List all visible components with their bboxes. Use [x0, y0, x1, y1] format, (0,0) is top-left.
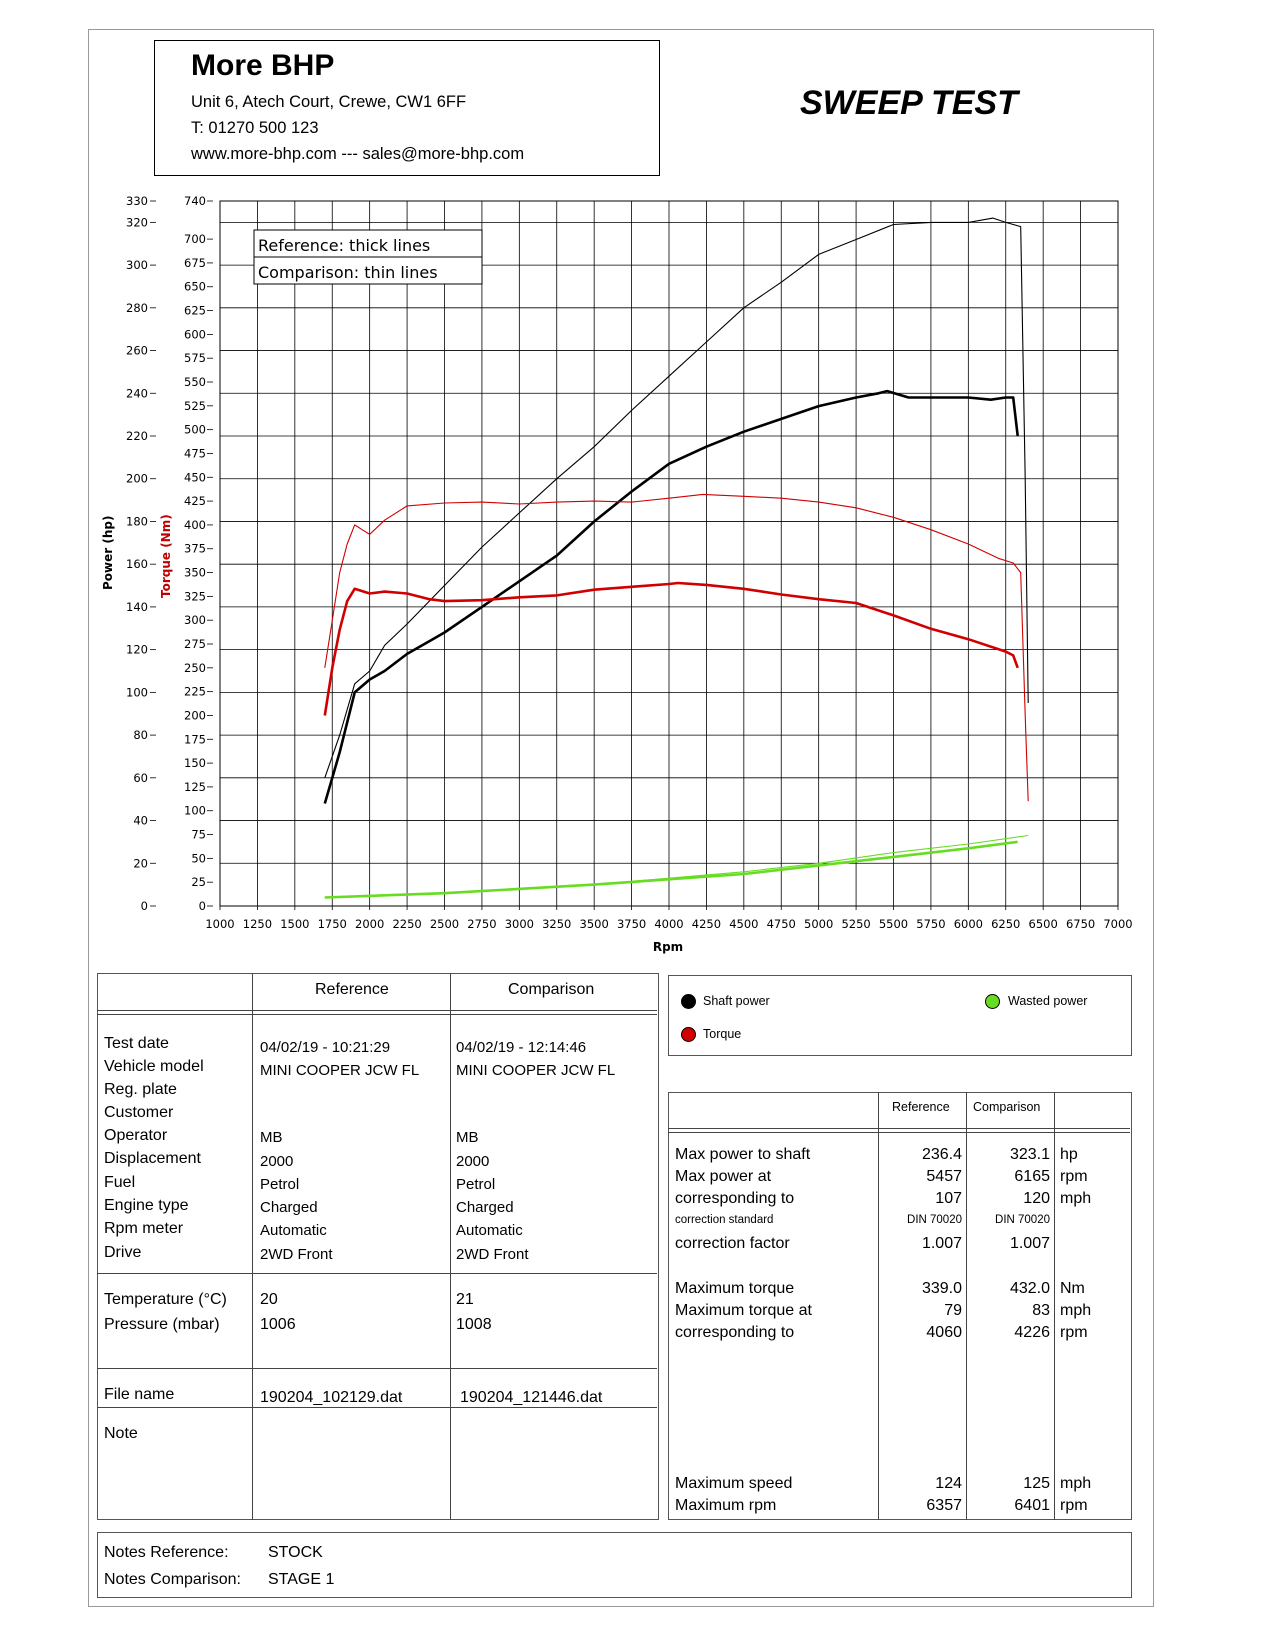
- info-comparison-value: Charged: [456, 1199, 514, 1216]
- result-label: Maximum speed: [675, 1475, 793, 1492]
- result-comparison-value: 120: [1023, 1190, 1050, 1207]
- torque-tick-label: 100: [184, 803, 206, 818]
- info-reference-value: Charged: [260, 1199, 318, 1216]
- x-tick-label: 2750: [467, 917, 497, 931]
- info-reference-value: Petrol: [260, 1176, 300, 1193]
- result-label: correction standard: [675, 1214, 774, 1226]
- result-label: correction factor: [675, 1235, 790, 1252]
- notes-comparison-label: Notes Comparison:: [104, 1571, 241, 1588]
- x-tick-label: 1750: [317, 917, 347, 931]
- power-tick-label: 80: [133, 728, 148, 743]
- pressure-reference: 1006: [260, 1316, 296, 1333]
- torque-tick-label: 600: [184, 327, 206, 342]
- result-label: corresponding to: [675, 1324, 795, 1341]
- info-label: Test date: [104, 1035, 169, 1052]
- result-comparison-value: 323.1: [1009, 1146, 1050, 1163]
- torque-tick-label: 450: [184, 470, 206, 485]
- info-comparison-value: Petrol: [456, 1176, 496, 1193]
- result-unit: hp: [1060, 1146, 1078, 1163]
- torque-tick-label: 740: [184, 194, 206, 208]
- torque-tick-label: 175: [184, 732, 206, 747]
- result-unit: mph: [1060, 1475, 1092, 1492]
- x-tick-label: 3000: [504, 917, 534, 931]
- power-tick-label: 220: [126, 429, 148, 443]
- torque-tick-label: 675: [184, 255, 206, 270]
- x-tick-label: 3250: [542, 917, 572, 931]
- result-reference-value: 107: [935, 1190, 962, 1207]
- info-label: Customer: [104, 1104, 174, 1121]
- x-tick-label: 7000: [1103, 917, 1133, 931]
- torque-tick-label: 25: [191, 875, 206, 890]
- torque-tick-label: 150: [184, 756, 206, 771]
- result-unit: mph: [1060, 1302, 1092, 1319]
- wasted-power-legend-label: Wasted power: [1008, 994, 1088, 1008]
- torque-tick-label: 0: [198, 899, 206, 913]
- torque-tick-label: 125: [184, 779, 206, 794]
- info-comparison-value: Automatic: [456, 1222, 523, 1239]
- info-reference-value: Automatic: [260, 1222, 327, 1239]
- x-tick-label: 6500: [1028, 917, 1058, 931]
- shaft-power-legend-label: Shaft power: [703, 994, 770, 1008]
- x-tick-label: 5250: [841, 917, 871, 931]
- notes-reference-label: Notes Reference:: [104, 1544, 229, 1561]
- torque-tick-label: 700: [184, 232, 206, 247]
- legend-comparison-lines: Comparison: thin lines: [258, 263, 438, 282]
- power-tick-label: 40: [133, 813, 148, 828]
- chart-grid: [220, 201, 1118, 910]
- result-comparison-value: 1.007: [1009, 1235, 1050, 1252]
- x-tick-label: 6000: [953, 917, 983, 931]
- result-unit: rpm: [1060, 1497, 1088, 1514]
- result-comparison-value: 4226: [1014, 1324, 1050, 1341]
- torque-tick-label: 625: [184, 303, 206, 318]
- torque-tick-label: 50: [191, 851, 206, 866]
- result-comparison-value: 83: [1032, 1302, 1050, 1319]
- info-label: Reg. plate: [104, 1081, 177, 1098]
- torque-tick-label: 75: [191, 827, 206, 842]
- torque-legend-dot: [681, 1027, 696, 1042]
- info-comparison-value: 2000: [456, 1153, 490, 1170]
- power-tick-label: 200: [126, 471, 148, 486]
- result-reference-value: 79: [944, 1302, 962, 1319]
- power-tick-label: 280: [126, 300, 148, 315]
- torque-tick-label: 375: [184, 541, 206, 556]
- power-tick-label: 320: [126, 215, 148, 230]
- notes-reference-value: STOCK: [268, 1544, 323, 1561]
- power-tick-label: 260: [126, 343, 148, 358]
- result-reference-value: DIN 70020: [907, 1214, 962, 1226]
- info-comparison-value: MB: [456, 1129, 479, 1146]
- result-reference-value: 236.4: [921, 1146, 962, 1163]
- torque-tick-label: 500: [184, 422, 206, 437]
- torque-tick-label: 425: [184, 494, 206, 509]
- x-tick-label: 4250: [691, 917, 722, 931]
- power-tick-label: 20: [133, 856, 148, 871]
- x-tick-label: 6250: [991, 917, 1021, 931]
- torque-tick-label: 400: [184, 517, 206, 532]
- info-label: Displacement: [104, 1150, 201, 1167]
- report-title: SWEEP TEST: [800, 84, 1018, 122]
- torque-tick-label: 475: [184, 446, 206, 461]
- result-unit: rpm: [1060, 1168, 1088, 1185]
- info-comparison-value: MINI COOPER JCW FL: [456, 1062, 616, 1079]
- file-name-comparison: 190204_121446.dat: [460, 1389, 603, 1406]
- info-label: Engine type: [104, 1197, 189, 1214]
- x-tick-label: 3500: [579, 917, 609, 931]
- torque-tick-label: 250: [184, 660, 206, 675]
- result-comparison-value: 432.0: [1009, 1280, 1050, 1297]
- shaft-power-legend-dot: [681, 994, 696, 1009]
- wasted-power-legend-dot: [985, 994, 1000, 1009]
- company-phone: T: 01270 500 123: [191, 119, 319, 137]
- info-reference-value: 2000: [260, 1153, 294, 1170]
- info-label: Vehicle model: [104, 1058, 204, 1075]
- x-tick-label: 1000: [205, 917, 235, 931]
- x-tick-label: 3750: [616, 917, 647, 931]
- torque-tick-label: 650: [184, 279, 206, 294]
- x-tick-label: 4500: [729, 917, 759, 931]
- result-label: Maximum rpm: [675, 1497, 777, 1514]
- notes-comparison-value: STAGE 1: [268, 1571, 335, 1588]
- torque-tick-label: 275: [184, 637, 206, 652]
- info-col-comparison: Comparison: [508, 981, 595, 998]
- info-label: Operator: [104, 1127, 168, 1144]
- result-label: Max power to shaft: [675, 1146, 811, 1163]
- power-tick-label: 180: [126, 514, 148, 529]
- info-col-reference: Reference: [315, 981, 389, 998]
- info-label: Drive: [104, 1244, 142, 1261]
- x-tick-label: 5000: [804, 917, 834, 931]
- info-label: Fuel: [104, 1174, 136, 1191]
- power-axis-label: Power (hp): [101, 515, 115, 590]
- x-tick-label: 2000: [355, 917, 385, 931]
- result-reference-value: 339.0: [921, 1280, 962, 1297]
- torque-tick-label: 550: [184, 375, 206, 390]
- company-name: More BHP: [191, 49, 335, 82]
- result-label: corresponding to: [675, 1190, 795, 1207]
- x-tick-label: 2250: [392, 917, 422, 931]
- power-tick-label: 100: [126, 685, 148, 700]
- result-reference-value: 1.007: [921, 1235, 962, 1252]
- power-tick-label: 330: [126, 194, 148, 208]
- torque-tick-label: 325: [184, 589, 206, 604]
- power-tick-label: 140: [126, 599, 148, 614]
- torque-tick-label: 350: [184, 565, 206, 580]
- x-tick-label: 4000: [654, 917, 684, 931]
- series-legend: [668, 975, 1132, 1056]
- result-comparison-value: 6165: [1014, 1168, 1050, 1185]
- result-comparison-value: 125: [1023, 1475, 1050, 1492]
- result-reference-value: 124: [935, 1475, 962, 1492]
- info-label: Rpm meter: [104, 1220, 184, 1237]
- result-reference-value: 5457: [926, 1168, 962, 1185]
- torque-legend-label: Torque: [703, 1027, 742, 1041]
- x-tick-label: 5500: [878, 917, 909, 931]
- x-tick-label: 5750: [916, 917, 946, 931]
- result-reference-value: 6357: [926, 1497, 962, 1514]
- result-unit: mph: [1060, 1190, 1092, 1207]
- info-reference-value: MB: [260, 1129, 283, 1146]
- result-comparison-value: 6401: [1014, 1497, 1050, 1514]
- pressure-comparison: 1008: [456, 1316, 492, 1333]
- legend-reference-lines: Reference: thick lines: [258, 236, 431, 255]
- x-tick-label: 1500: [280, 917, 310, 931]
- x-tick-label: 1250: [242, 917, 273, 931]
- result-comparison-value: DIN 70020: [995, 1214, 1050, 1226]
- info-reference-value: 2WD Front: [260, 1246, 333, 1263]
- power-tick-label: 160: [126, 557, 148, 572]
- result-unit: Nm: [1060, 1280, 1085, 1297]
- torque-tick-label: 300: [184, 613, 206, 628]
- torque-tick-label: 225: [184, 684, 206, 699]
- info-reference-value: 04/02/19 - 10:21:29: [260, 1039, 391, 1056]
- result-label: Maximum torque at: [675, 1302, 812, 1319]
- power-tick-label: 120: [126, 642, 148, 657]
- company-web: www.more-bhp.com --- sales@more-bhp.com: [191, 145, 525, 163]
- rpm-axis-label: Rpm: [652, 940, 684, 954]
- x-tick-label: 6750: [1065, 917, 1096, 931]
- torque-tick-label: 200: [184, 708, 206, 723]
- x-tick-label: 4750: [766, 917, 796, 931]
- result-label: Maximum torque: [675, 1280, 795, 1297]
- company-address: Unit 6, Atech Court, Crewe, CW1 6FF: [191, 93, 467, 111]
- temperature-reference: 20: [260, 1291, 278, 1308]
- power-tick-label: 0: [140, 899, 148, 913]
- pressure-label: Pressure (mbar): [104, 1316, 220, 1333]
- result-label: Max power at: [675, 1168, 772, 1185]
- temperature-label: Temperature (°C): [104, 1291, 227, 1308]
- info-comparison-value: 2WD Front: [456, 1246, 529, 1263]
- file-name-reference: 190204_102129.dat: [260, 1389, 403, 1406]
- note-label: Note: [104, 1425, 138, 1442]
- result-unit: rpm: [1060, 1324, 1088, 1341]
- power-tick-label: 300: [126, 258, 148, 273]
- torque-tick-label: 525: [184, 398, 206, 413]
- result-reference-value: 4060: [926, 1324, 962, 1341]
- torque-axis-label: Torque (Nm): [159, 514, 173, 598]
- power-tick-label: 240: [126, 386, 148, 401]
- info-reference-value: MINI COOPER JCW FL: [260, 1062, 420, 1079]
- info-comparison-value: 04/02/19 - 12:14:46: [456, 1039, 587, 1056]
- line-style-legend: [254, 230, 482, 284]
- results-col-comparison: Comparison: [973, 1100, 1041, 1114]
- results-col-reference: Reference: [892, 1100, 950, 1114]
- power-tick-label: 60: [133, 770, 148, 785]
- file-name-label: File name: [104, 1386, 175, 1403]
- temperature-comparison: 21: [456, 1291, 474, 1308]
- notes-box: [97, 1532, 1132, 1598]
- torque-tick-label: 575: [184, 351, 206, 366]
- x-tick-label: 2500: [429, 917, 460, 931]
